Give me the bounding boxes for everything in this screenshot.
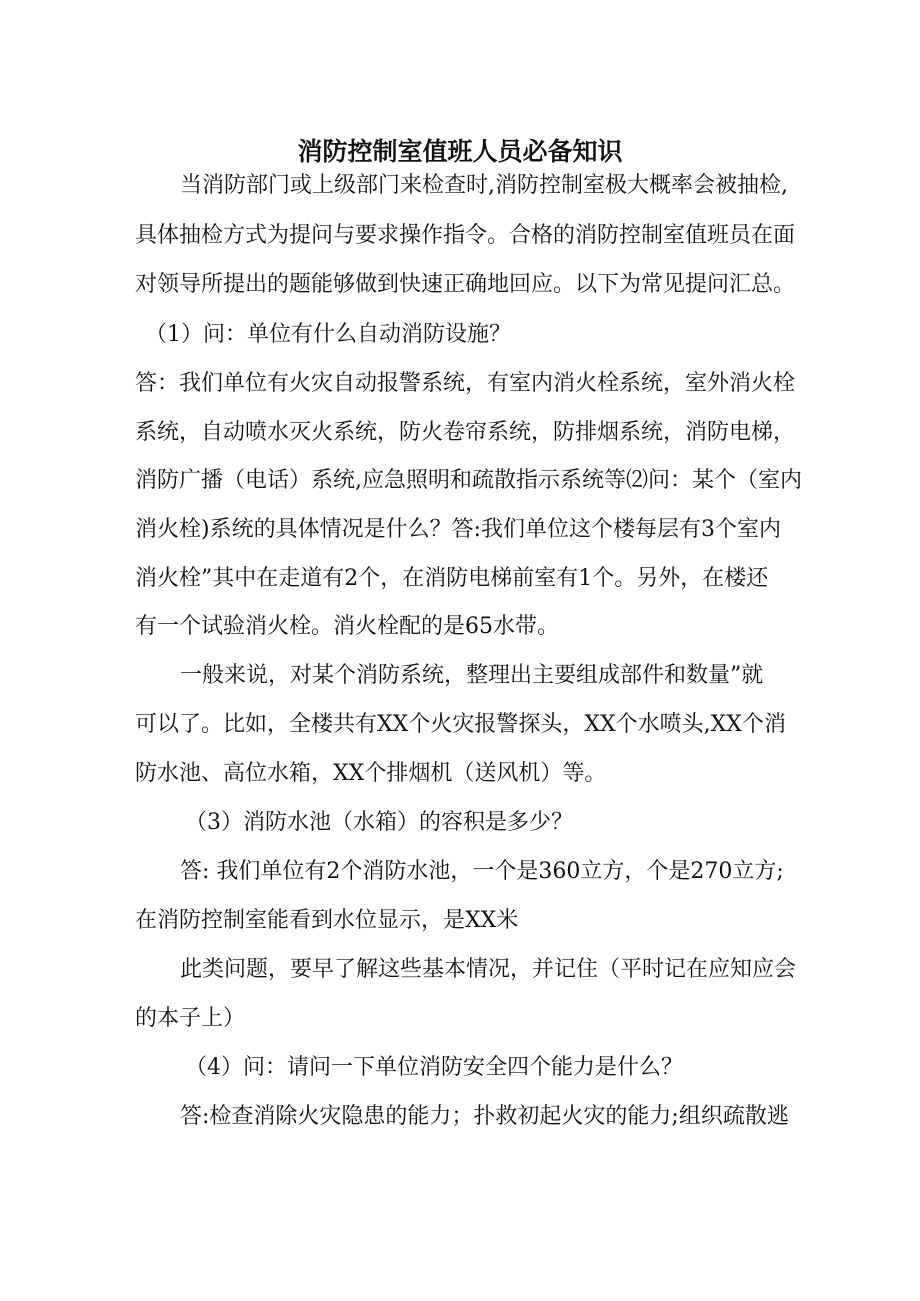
document-title: 消防控制室值班人员必备知识 — [297, 136, 623, 166]
paragraph-line: 具体抽检方式为提问与要求操作指令。合格的消防控制室值班员在面 — [135, 223, 796, 248]
question-line: （1）问：单位有什么自动消防设施？ — [145, 322, 511, 347]
answer-line: 消火栓”其中在走道有2个，在消防电梯前室有1个。另外，在楼还 — [135, 566, 769, 591]
answer-line: 答：我们单位有火灾自动报警系统，有室内消火栓系统，室外消火栓 — [135, 371, 796, 396]
paragraph-line: 当消防部门或上级部门来检查时,消防控制室极大概率会被抽检, — [180, 173, 788, 198]
paragraph-line: 可以了。比如，全楼共有XX个火灾报警探头，XX个水喷头,XX个消 — [135, 712, 786, 737]
answer-line: 有一个试验消火栓。消火栓配的是65水带。 — [135, 614, 559, 639]
answer-line: 答:检查消除火灾隐患的能力；扑救初起火灾的能力;组织疏散逃 — [180, 1104, 789, 1129]
answer-line: 系统，自动喷水灭火系统，防火卷帘系统，防排烟系统，消防电梯， — [135, 420, 796, 445]
answer-line: 答: 我们单位有2个消防水池，一个是360立方，个是270立方; — [180, 859, 784, 884]
answer-line: 消防广播（电话）系统,应急照明和疏散指示系统等⑵问：某个（室内 — [135, 468, 802, 493]
paragraph-line: 一般来说，对某个消防系统，整理出主要组成部件和数量”就 — [180, 663, 764, 688]
paragraph-line: 防水池、高位水箱，XX个排烟机（送风机）等。 — [135, 761, 607, 786]
question-line: （4）问：请问一下单位消防安全四个能力是什么？ — [185, 1055, 683, 1080]
question-line: （3）消防水池（水箱）的容积是多少？ — [185, 810, 573, 835]
paragraph-line: 对领导所提出的题能够做到快速正确地回应。以下为常见提问汇总。 — [135, 272, 796, 297]
answer-line: 消火栓)系统的具体情况是什么？答:我们单位这个楼每层有3个室内 — [135, 517, 781, 542]
answer-line: 在消防控制室能看到水位显示，是XX米 — [135, 908, 519, 933]
paragraph-line: 此类问题，要早了解这些基本情况，并记住（平时记在应知应会 — [180, 957, 797, 982]
paragraph-line: 的本子上） — [135, 1006, 246, 1031]
